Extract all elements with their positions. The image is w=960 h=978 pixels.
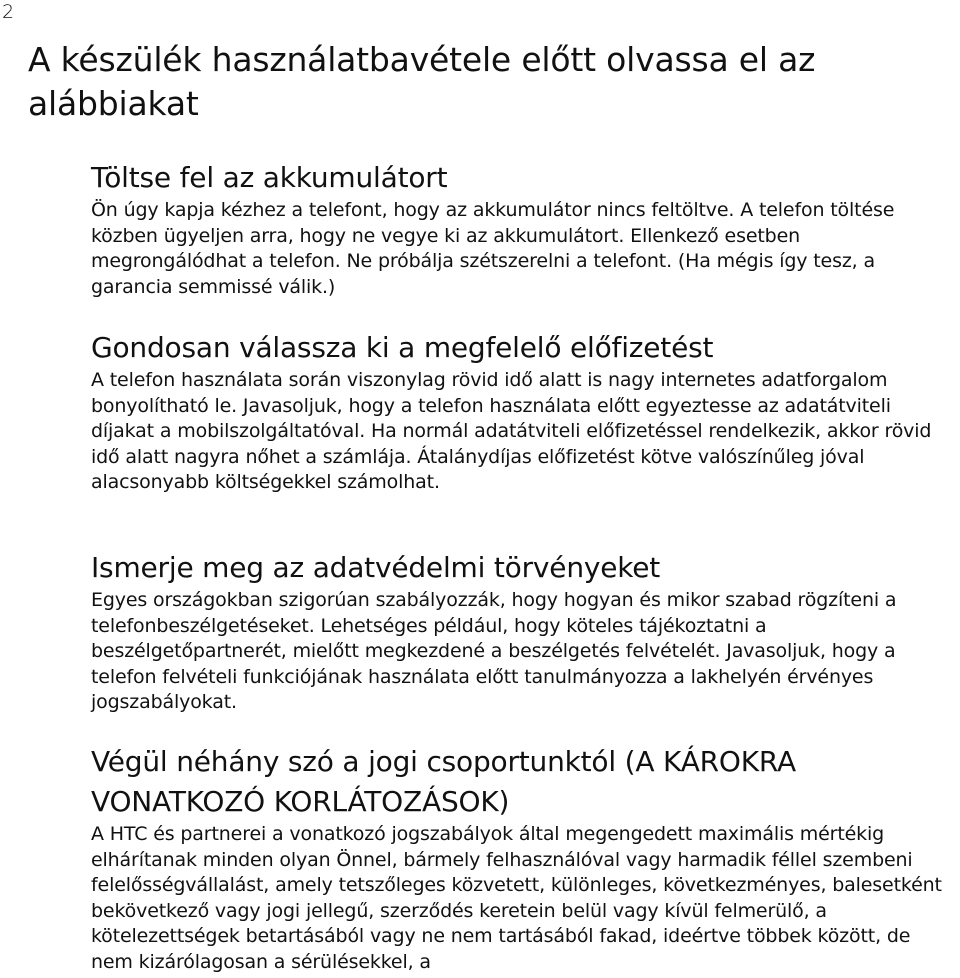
section-choose-plan xyxy=(91,328,957,496)
section-heading: Végül néhány szó a jogi csoportunktól (A KÁROKRA VONATKOZÓ KORLÁTOZÁSOK) xyxy=(91,745,796,818)
section-charge-battery xyxy=(91,158,957,300)
section-body: A telefon használata során viszonylag rövid idő alatt is nagy internetes adatforgalom bonyolítható le. Javasoljuk, hogy a telefon használata előtt egyeztesse az adatátviteli díjakat a mobilszolgáltatóval. Ha normál adatátviteli előfizetéssel rendelkezik, akkor rövid idő alatt nagyra nőhet a számlája. Átalánydíjas előfizetést kötve valószínűleg jóval alacsonyabb költségekkel számolhat. xyxy=(91,369,932,494)
section-body: A HTC és partnerei a vonatkozó jogszabályok által megengedett maximális mértékig elhárítanak minden olyan Önnel, bármely felhasználóval vagy harmadik féllel szembeni felelősségvállalást, amely tetszőleges közvetett, különleges, következményes, balesetként bekövetkező vagy jogi jellegű, szerződés keretein belül vagy kívül felmerülő, a kötelezettségek betartásából vagy ne nem tartásából fakad, ideértve többek között, de nem kizárólagosan a sérülésekkel, a xyxy=(91,823,942,973)
section-body: Ön úgy kapja kézhez a telefont, hogy az akkumulátor nincs feltöltve. A telefon töltése közben ügyeljen arra, hogy ne vegye ki az akkumulátort. Ellenkező esetben megrongálódhat a telefon. Ne próbálja szétszerelni a telefont. (Ha mégis így tesz, a garancia semmissé válik.) xyxy=(91,199,895,298)
page-title: A készülék használatbavétele előtt olvassa el az alábbiakat xyxy=(28,40,816,123)
section-heading: Töltse fel az akkumulátort xyxy=(91,161,448,194)
section-privacy-laws xyxy=(91,548,957,716)
section-heading: Ismerje meg az adatvédelmi törvényeket xyxy=(91,551,661,584)
section-body: Egyes országokban szigorúan szabályozzák, hogy hogyan és mikor szabad rögzíteni a telefonbeszélgetéseket. Lehetséges például, hogy köteles tájékoztatni a beszélgetőpartnerét, mielőtt megkezdené a beszélgetés felvételét. Javasoljuk, hogy a telefon felvételi funkciójának használata előtt tanulmányozza a lakhelyén érvényes jogszabályokat. xyxy=(91,589,897,714)
section-heading: Gondosan válassza ki a megfelelő előfizetést xyxy=(91,331,714,364)
page-number: 2 xyxy=(2,1,15,23)
section-legal-limitations xyxy=(91,742,957,976)
